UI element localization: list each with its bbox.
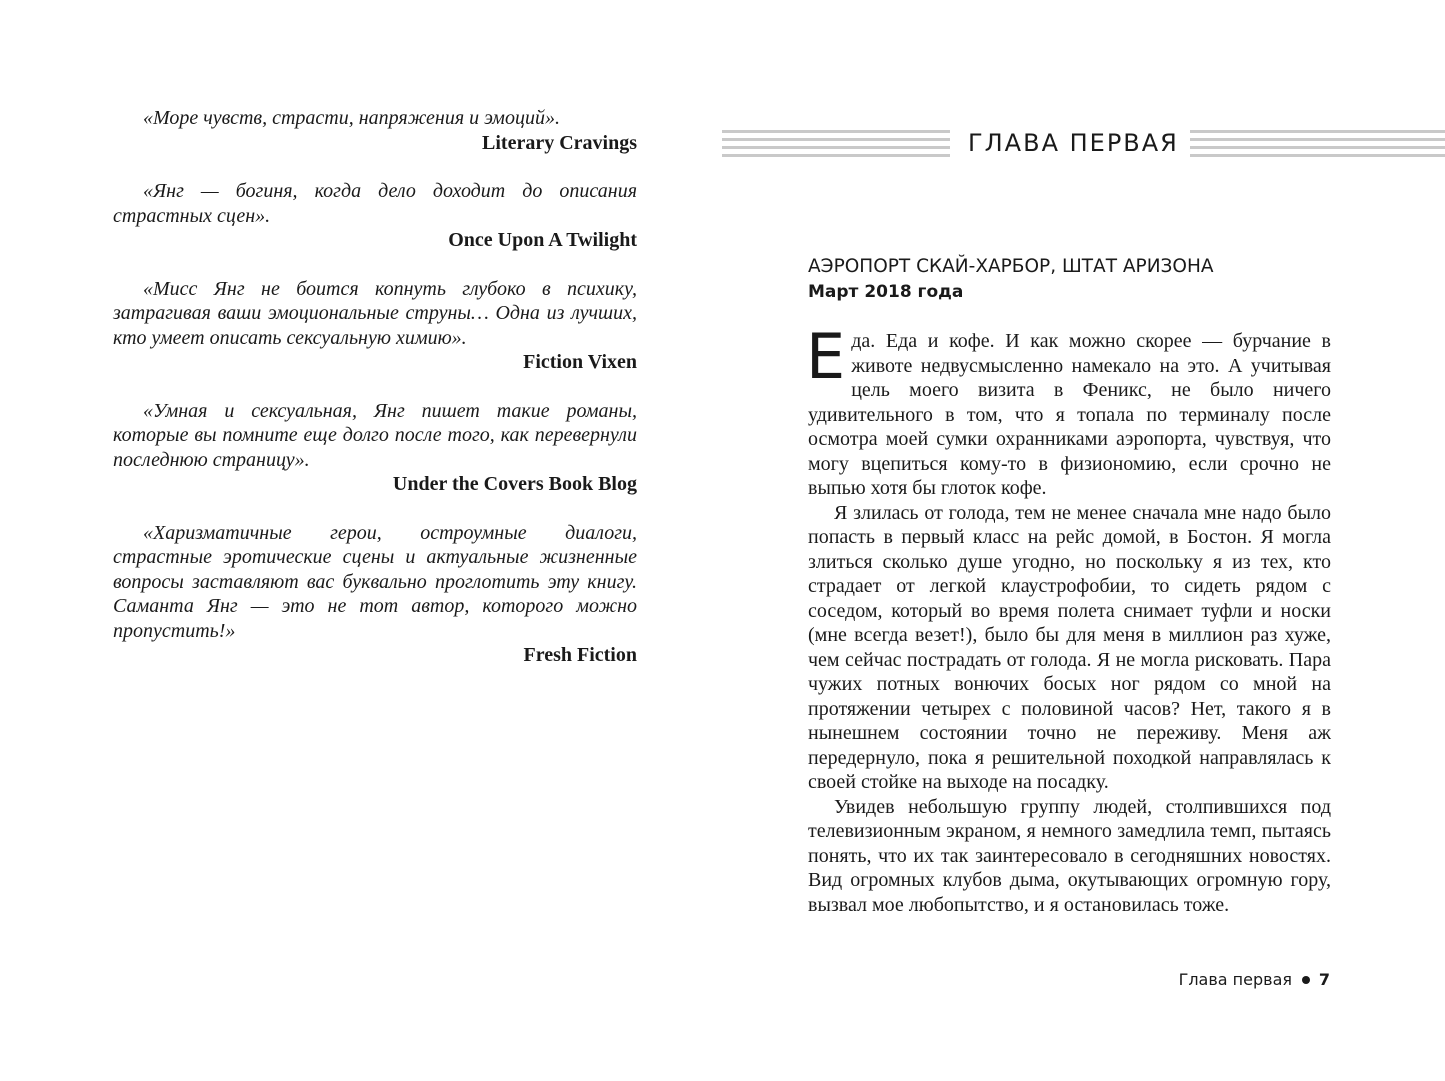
review-quote: «Янг — богиня, когда дело доходит до описания страстных сцен». — [113, 180, 637, 227]
left-page-reviews — [113, 106, 637, 692]
review-source: Fiction Vixen — [523, 351, 637, 373]
chapter-header — [720, 128, 1445, 158]
review-quote: «Мисс Янг не боится копнуть глубоко в психику, затрагивая ваши эмоциональные струны… Одна из лучших, кто умеет описать сексуальную химию». — [113, 277, 637, 349]
review-item — [113, 521, 637, 668]
chapter-body — [806, 320, 1331, 917]
review-item — [113, 106, 637, 155]
running-head: Глава первая — [1178, 970, 1292, 989]
chapter-title: ГЛАВА ПЕРВАЯ — [968, 129, 1179, 157]
bullet-dot-icon — [1302, 976, 1310, 984]
review-quote: «Море чувств, страсти, напряжения и эмоций». — [143, 107, 560, 129]
paragraph: Я злилась от голода, тем не менее сначала мне надо было попасть в первый класс на рейс домой, в Бостон. Я могла злиться сколько душе угодно, но поскольку я из тех, кто страдает от легкой клаустрофобии, то сидеть рядом с соседом, который во время полета снимает туфли и носки (мне всегда везет!), было бы для меня в миллион раз хуже, чем сейчас пострадать от голода. Я не могла рисковать. Пара чужих потных вонючих босых ног рядом со мной на протяжении четырех с половиной часов? Нет, такого я в нынешнем состоянии точно не переживу. Меня аж передернуло, пока я решительной походкой направлялась к своей стойке на выходе на посадку. — [808, 501, 1331, 793]
drop-cap: Е — [806, 320, 846, 393]
review-item — [113, 399, 637, 497]
right-page-chapter — [720, 0, 1445, 1081]
paragraph: Увидев небольшую группу людей, столпившихся под телевизионным экраном, я немного замедлила темп, пытаясь понять, что их так заинтересовало в сегодняшних новостях. Вид огромных клубов дыма, окутывающих огромную гору, вызвал мое любопытство, и я остановилась тоже. — [808, 795, 1331, 916]
scene-date: Март 2018 года — [808, 282, 964, 302]
review-quote: «Харизматичные герои, остроумные диалоги, страстные эротические сцены и актуальные жизненные вопросы заставляют вас буквально проглотить эту книгу. Саманта Янг — это не тот автор, которого можно пропустить!» — [113, 521, 637, 642]
paragraph — [806, 320, 1331, 501]
review-item — [113, 277, 637, 375]
review-source: Fresh Fiction — [523, 644, 637, 666]
review-item — [113, 179, 637, 253]
review-source: Once Upon A Twilight — [448, 229, 637, 251]
review-source: Literary Cravings — [482, 131, 637, 154]
page-number: 7 — [1318, 970, 1330, 989]
scene-location: АЭРОПОРТ СКАЙ-ХАРБОР, ШТАТ АРИЗОНА — [808, 256, 1214, 277]
paragraph-text: да. Еда и кофе. И как можно скорее — бурчание в животе недвусмысленно намекало на это. А учитывая цель моего визита в Феникс, не было ничего удивительного в том, что я топала по терминалу после осмотра моей сумки охранниками аэропорта, чувствуя, что могу вцепиться кому-то в физиономию, если срочно не выпью хотя бы глоток кофе. — [808, 330, 1331, 499]
review-quote: «Умная и сексуальная, Янг пишет такие романы, которые вы помните еще долго после того, как перевернули последнюю страницу». — [113, 399, 637, 471]
page-footer — [1178, 968, 1330, 992]
review-source: Under the Covers Book Blog — [392, 473, 637, 495]
